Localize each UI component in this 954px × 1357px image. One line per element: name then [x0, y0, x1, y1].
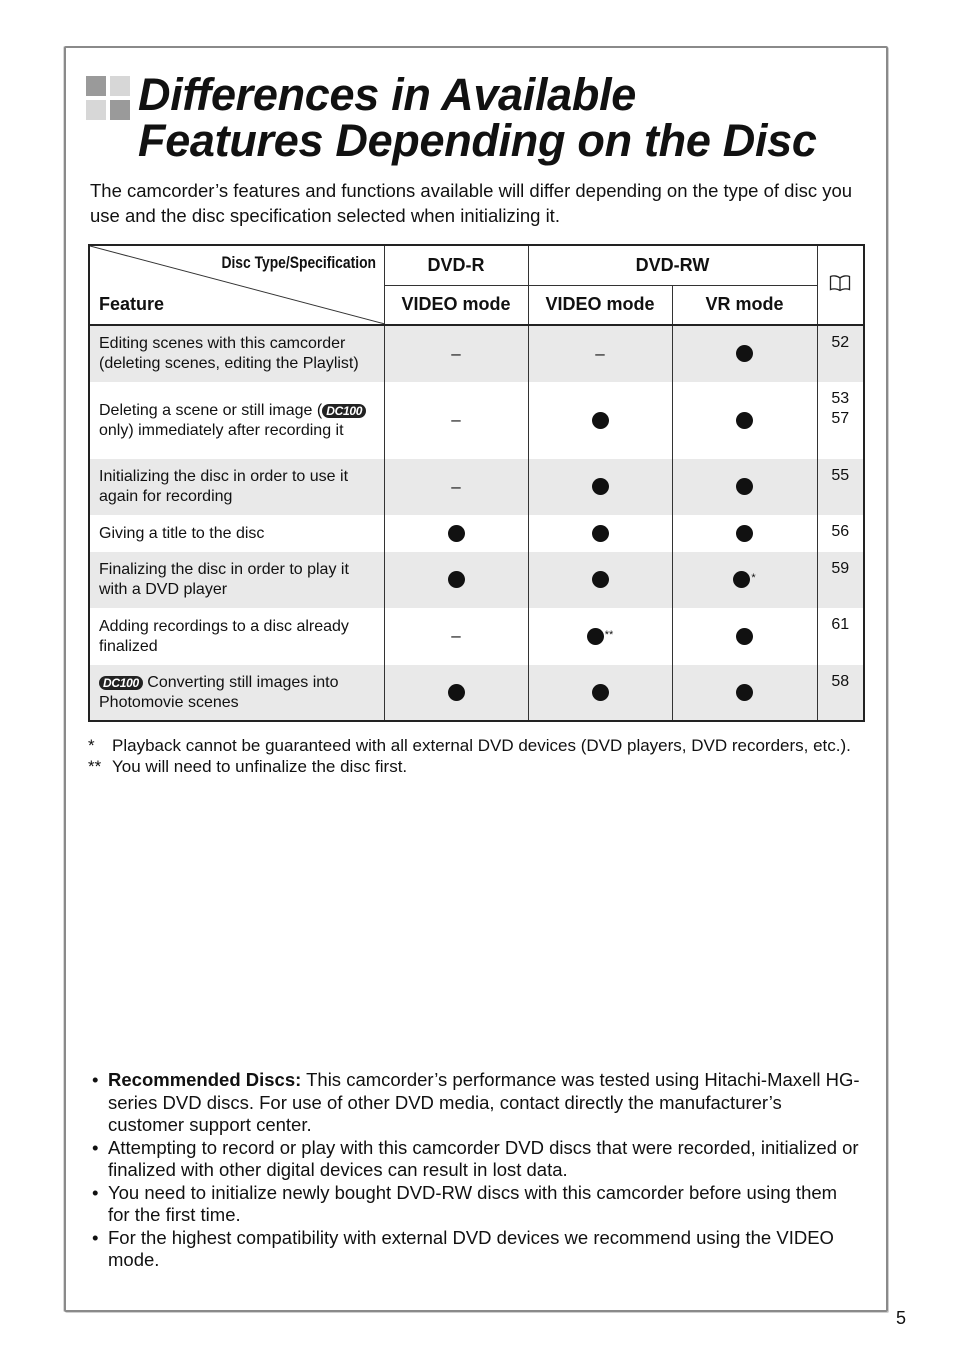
available-dot-icon	[736, 345, 753, 362]
page-ref-cell: 61	[817, 608, 864, 665]
page-number: 5	[896, 1308, 907, 1328]
title-line-1: Differences in Available	[138, 69, 637, 120]
available-dot-icon	[736, 478, 753, 495]
availability-cell	[384, 459, 528, 515]
available-dot-icon	[592, 478, 609, 495]
table-row	[89, 325, 864, 382]
availability-cell	[672, 325, 817, 382]
page-ref-cell: 55	[817, 459, 864, 515]
feature-cell: Adding recordings to a disc already finalized	[89, 608, 384, 665]
available-dot-icon	[736, 628, 753, 645]
table-row	[89, 665, 864, 721]
not-available-dash: –	[451, 476, 461, 496]
footnotes	[88, 735, 868, 777]
availability-cell	[528, 608, 672, 665]
dvd-r-video-mode-header: VIDEO mode	[384, 285, 528, 325]
page-ref-cell: 59	[817, 552, 864, 608]
availability-cell	[528, 325, 672, 382]
table-row	[89, 552, 864, 608]
list-item: • You need to initialize newly bought DVD-RW discs with this camcorder before using them for the first time.	[92, 1181, 838, 1225]
model-badge: DC100	[322, 404, 366, 418]
footnote-mark: *	[751, 572, 756, 584]
feature-cell: DC100 Converting still images into Photomovie scenes	[89, 665, 384, 721]
not-available-dash: –	[451, 410, 461, 429]
not-available-dash: –	[595, 343, 605, 363]
feature-cell: Deleting a scene or still image ( DC100 only) immediately after recording it	[89, 382, 384, 459]
not-available-dash: –	[451, 343, 461, 363]
list-item: • Attempting to record or play with this camcorder DVD discs that were recorded, initialized or finalized with other digital devices can result in lost data.	[92, 1136, 859, 1180]
availability-cell	[528, 459, 672, 515]
disc-type-label: Disc Type/Specification	[220, 254, 376, 272]
availability-cell	[528, 515, 672, 552]
dvd-rw-header: DVD-RW	[528, 245, 817, 285]
footnote: ** You will need to unfinalize the disc first.	[88, 757, 408, 776]
available-dot-icon	[736, 525, 753, 542]
model-badge: DC100	[99, 676, 143, 690]
available-dot-icon	[592, 684, 609, 701]
footnote: * Playback cannot be guaranteed with all external DVD devices (DVD players, DVD recorders, etc.).	[88, 736, 851, 755]
table-corner-header	[89, 245, 384, 325]
availability-cell	[528, 382, 672, 459]
availability-cell	[384, 608, 528, 665]
availability-cell	[672, 515, 817, 552]
availability-cell	[384, 515, 528, 552]
availability-cell	[672, 552, 817, 608]
table-row	[89, 459, 864, 515]
feature-label: Feature	[99, 294, 165, 314]
table-row	[89, 382, 864, 459]
page-ref-cell: 58	[817, 665, 864, 721]
availability-cell	[672, 608, 817, 665]
feature-cell: Giving a title to the disc	[89, 515, 384, 552]
availability-cell	[384, 665, 528, 721]
availability-cell	[384, 382, 528, 459]
available-dot-icon	[736, 684, 753, 701]
feature-cell: Initializing the disc in order to use it again for recording	[89, 459, 384, 515]
available-dot-icon	[587, 628, 604, 645]
tips-list	[90, 1069, 860, 1272]
title-squares-icon	[86, 76, 130, 120]
availability-cell	[528, 665, 672, 721]
title-line-2: Features Depending on the Disc	[138, 115, 817, 166]
page-title	[138, 69, 878, 166]
list-item: • Recommended Discs: This camcorder’s performance was tested using Hitachi-Maxell HG-series DVD discs. For use of other DVD media, contact directly the manufacturer’s customer support center.	[92, 1069, 860, 1135]
available-dot-icon	[592, 525, 609, 542]
available-dot-icon	[448, 571, 465, 588]
page-ref-header	[817, 245, 864, 325]
available-dot-icon	[733, 571, 750, 588]
availability-cell	[672, 459, 817, 515]
availability-cell	[384, 552, 528, 608]
page-ref-cell: 56	[817, 515, 864, 552]
availability-cell	[384, 325, 528, 382]
feature-cell: Finalizing the disc in order to play it with a DVD player	[89, 552, 384, 608]
features-table	[88, 244, 865, 722]
dvd-rw-video-mode-header: VIDEO mode	[528, 285, 672, 325]
page-ref-cell: 52	[817, 325, 864, 382]
intro-paragraph: The camcorder’s features and functions available will differ depending on the type of disc you use and the disc specification selected when initializing it.	[90, 180, 853, 226]
list-item: • For the highest compatibility with external DVD devices we recommend using the VIDEO mode.	[92, 1226, 834, 1270]
footnote-mark: **	[604, 628, 614, 641]
dvd-rw-vr-mode-header: VR mode	[672, 285, 817, 325]
availability-cell	[672, 382, 817, 459]
open-book-icon	[829, 274, 851, 292]
not-available-dash: –	[451, 626, 461, 645]
availability-cell	[528, 552, 672, 608]
available-dot-icon	[592, 412, 609, 429]
table-row	[89, 608, 864, 665]
dvd-r-header: DVD-R	[384, 245, 528, 285]
table-row	[89, 515, 864, 552]
feature-cell: Editing scenes with this camcorder (deleting scenes, editing the Playlist)	[89, 325, 384, 382]
availability-cell	[672, 665, 817, 721]
available-dot-icon	[448, 684, 465, 701]
available-dot-icon	[448, 525, 465, 542]
page-ref-cell: 53 57	[817, 382, 864, 459]
available-dot-icon	[592, 571, 609, 588]
available-dot-icon	[736, 412, 753, 429]
